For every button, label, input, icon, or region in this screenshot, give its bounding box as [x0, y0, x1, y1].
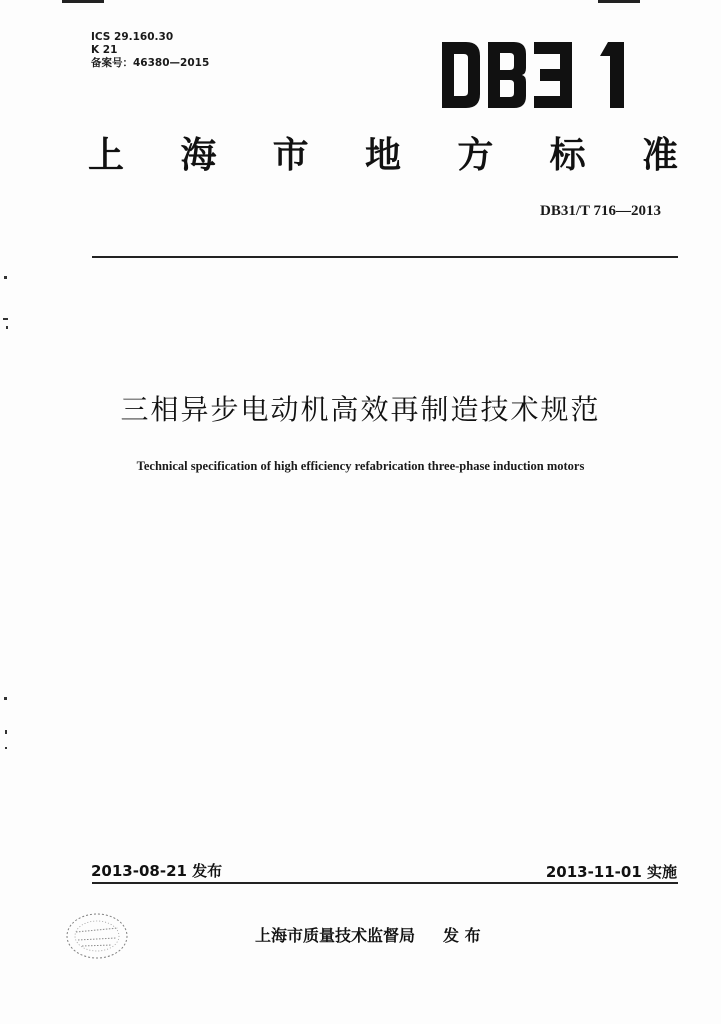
margin-speck [6, 326, 8, 329]
issuer-action: 发 布 [443, 926, 481, 945]
issuer-name: 上海市质量技术监督局 [255, 926, 416, 945]
ccs-code: K 21 [91, 44, 118, 56]
document-title-english: Technical specification of high efficiency refabrication three-phase induction motors [136, 459, 585, 473]
document-title-chinese: 三相异步电动机高效再制造技术规范 [120, 393, 601, 426]
standard-type-char: 标 [549, 135, 586, 176]
issue-date: 2013-08-21 发布 [91, 862, 223, 880]
margin-speck [3, 318, 8, 320]
top-edge-mark-right [598, 0, 640, 3]
standard-number: DB31/T 716—2013 [540, 203, 661, 219]
db31-logo [440, 40, 640, 110]
filing-number: 备案号：46380—2015 [91, 57, 210, 69]
issuing-authority [255, 923, 481, 946]
standard-type-char: 市 [272, 135, 309, 176]
top-edge-mark-left [62, 0, 104, 3]
standard-type-char: 海 [180, 135, 217, 176]
standard-type-char: 方 [457, 135, 494, 176]
margin-speck [4, 697, 7, 700]
header-rule [92, 256, 678, 258]
effective-date: 2013-11-01 实施 [545, 863, 677, 881]
standard-type-char: 准 [641, 135, 678, 176]
classification-codes [91, 31, 209, 70]
margin-speck [4, 276, 7, 279]
margin-speck [5, 730, 7, 734]
margin-speck [5, 747, 7, 749]
standard-type-char: 地 [364, 135, 401, 176]
issuer-seal-stamp [62, 908, 132, 964]
footer-rule [92, 882, 678, 884]
standard-type-char: 上 [88, 135, 125, 176]
standard-type-title [88, 134, 678, 178]
ics-code: ICS 29.160.30 [91, 31, 174, 43]
